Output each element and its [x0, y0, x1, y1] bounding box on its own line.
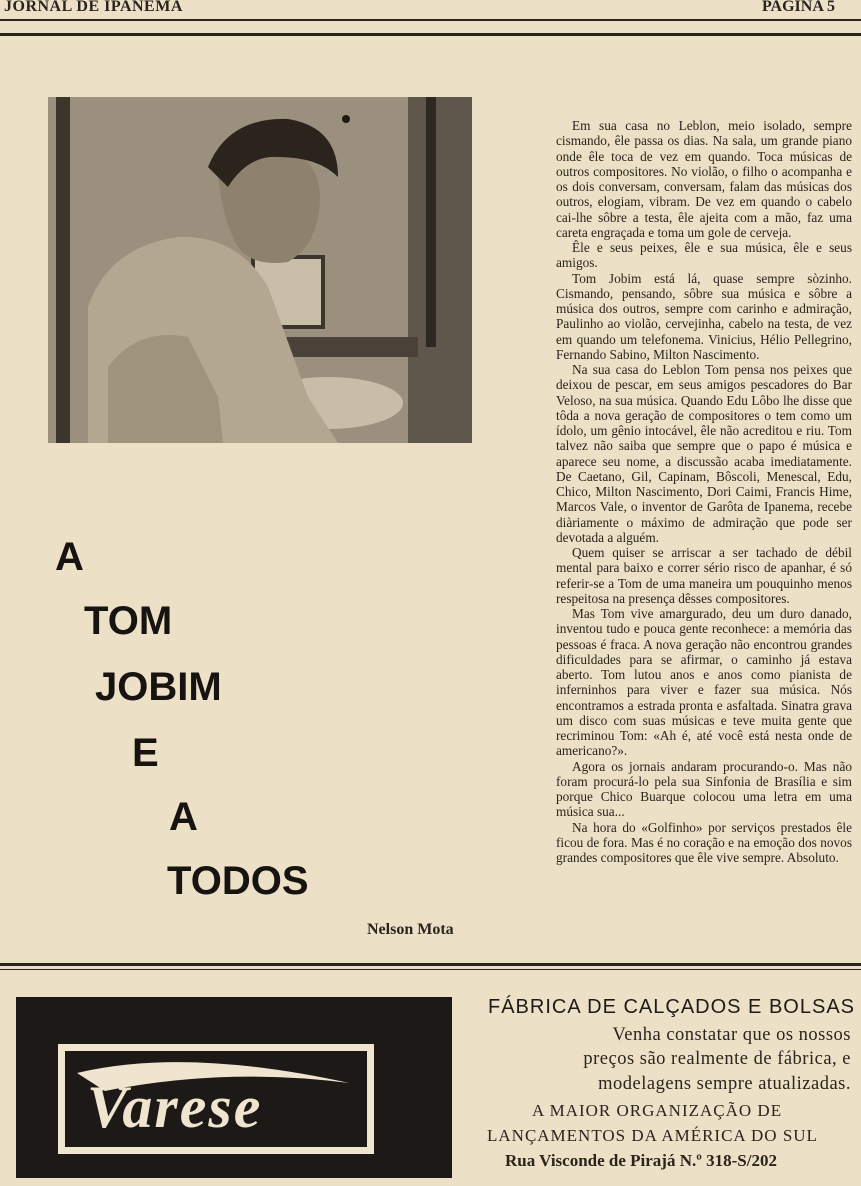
article-paragraph: Agora os jornais andaram procurando-o. Mas não foram procurá-lo pela sua Sinfonia de Brasília e sim porque Chico Buarque colocou uma letra em uma música sua... — [556, 758, 852, 820]
headline-word: TODOS — [167, 859, 309, 903]
ad-claim-line: LANÇAMENTOS DA AMÉRICA DO SUL — [487, 1126, 818, 1145]
article-paragraph: Êle e seus peixes, êle e sua música, êle e seus amigos. — [556, 240, 852, 271]
article-body — [556, 118, 852, 865]
ad-body-line: Venha constatar que os nossos — [612, 1025, 851, 1045]
ad-claim-line: A MAIOR ORGANIZAÇÃO DE — [532, 1101, 783, 1120]
ad-body-line: preços são realmente de fábrica, e — [583, 1049, 851, 1069]
ad-body-line: modelagens sempre atualizadas. — [598, 1074, 851, 1094]
logo-frame — [58, 1044, 374, 1154]
headline-word: JOBIM — [95, 665, 222, 709]
ad-divider-thin — [0, 969, 861, 970]
headline-word: E — [132, 731, 159, 775]
top-rule-thick — [0, 33, 861, 36]
brand-logo: Varese — [87, 1074, 263, 1140]
article-paragraph: Tom Jobim está lá, quase sempre sòzinho. Cismando, pensando, sôbre sua música e sôbre a música dos outros, sempre com carinho e admiração, Paulinho ao violão, cervejinha, cabelo na testa, de vez em quando um telefonema. Vinicius, Hélio Pellegrino, Fernando Sabino, Milton Nascimento. — [556, 270, 852, 362]
article-paragraph: Em sua casa no Leblon, meio isolado, sempre cismando, êle passa os dias. Na sala, um grande piano onde êle toca de vez em quando. Toca músicas de outros compositores. No violão, o filho o acompanha e os dois conversam, conversam, falam das músicas dos outros, elogiam, vibram. De vez em quando o cabelo cai-lhe sôbre a testa, êle ajeita com a mão, faz uma careta engraçada e toma um gole de cerveja. — [556, 118, 852, 240]
ad-divider — [0, 963, 861, 966]
newspaper-name: JORNAL DE IPANEMA — [4, 0, 183, 15]
article-paragraph: Na sua casa do Leblon Tom pensa nos peixes que deixou de pescar, em seus amigos pescadores do Bar Veloso, na sua música. Quando Edu Lôbo lhe disse que tôda a nova geração de compositores o tem como um ídolo, um gênio intocável, êle não acreditou e riu. Tom talvez não saiba que sempre que o papo é música e aparece seu nome, a discussão acaba imediatamente. De Caetano, Gil, Capinam, Bôscoli, Menescal, Edu, Chico, Milton Nascimento, Dori Caimi, Francis Hime, Marcos Vale, o inventor de Garôta de Ipanema, recebe diàriamente o máximo de admiração que pode ser devotada a alguém. — [556, 362, 852, 545]
headline-word: A — [55, 535, 84, 579]
portrait-photo — [48, 97, 472, 443]
ad-address: Rua Visconde de Pirajá N.º 318-S/202 — [505, 1151, 777, 1170]
headline-word: A — [169, 795, 198, 839]
page-number: PAGINA 5 — [761, 0, 835, 15]
ad-logo-panel — [16, 997, 452, 1178]
article-paragraph: Quem quiser se arriscar a ser tachado de débil mental para baixo e correr sério risco de apanhar, é só referir-se a Tom de uma maneira um pouquinho menos respeitosa na presença dêsses compositores. — [556, 545, 852, 606]
photo-portrait-icon — [48, 97, 472, 443]
headline-word: TOM — [84, 599, 173, 643]
ad-title: FÁBRICA DE CALÇADOS E BOLSAS — [488, 996, 855, 1018]
top-rule — [0, 19, 861, 21]
logo-inner — [65, 1051, 367, 1147]
article-paragraph: Na hora do «Golfinho» por serviços prestados êle ficou de fora. Mas é no coração e na emoção dos novos grandes compositores que êle vive sempre. Absoluto. — [556, 819, 852, 865]
byline: Nelson Mota — [367, 921, 454, 938]
article-paragraph: Mas Tom vive amargurado, deu um duro danado, inventou tudo e pouca gente reconhece: a memória das pessoas é fraca. A nova geração não encontrou grandes dificuldades para se afirmar, o caminho já estava aberto. Tom lutou anos e anos como pianista de inferninhos para viver e fazer sua música. Nós encontramos a estrada pronta e asfaltada. Sinatra grava um disco com suas músicas e teve muita gente que recriminou Tom: «Ah é, até você está nesta onde de americano?». — [556, 606, 852, 759]
